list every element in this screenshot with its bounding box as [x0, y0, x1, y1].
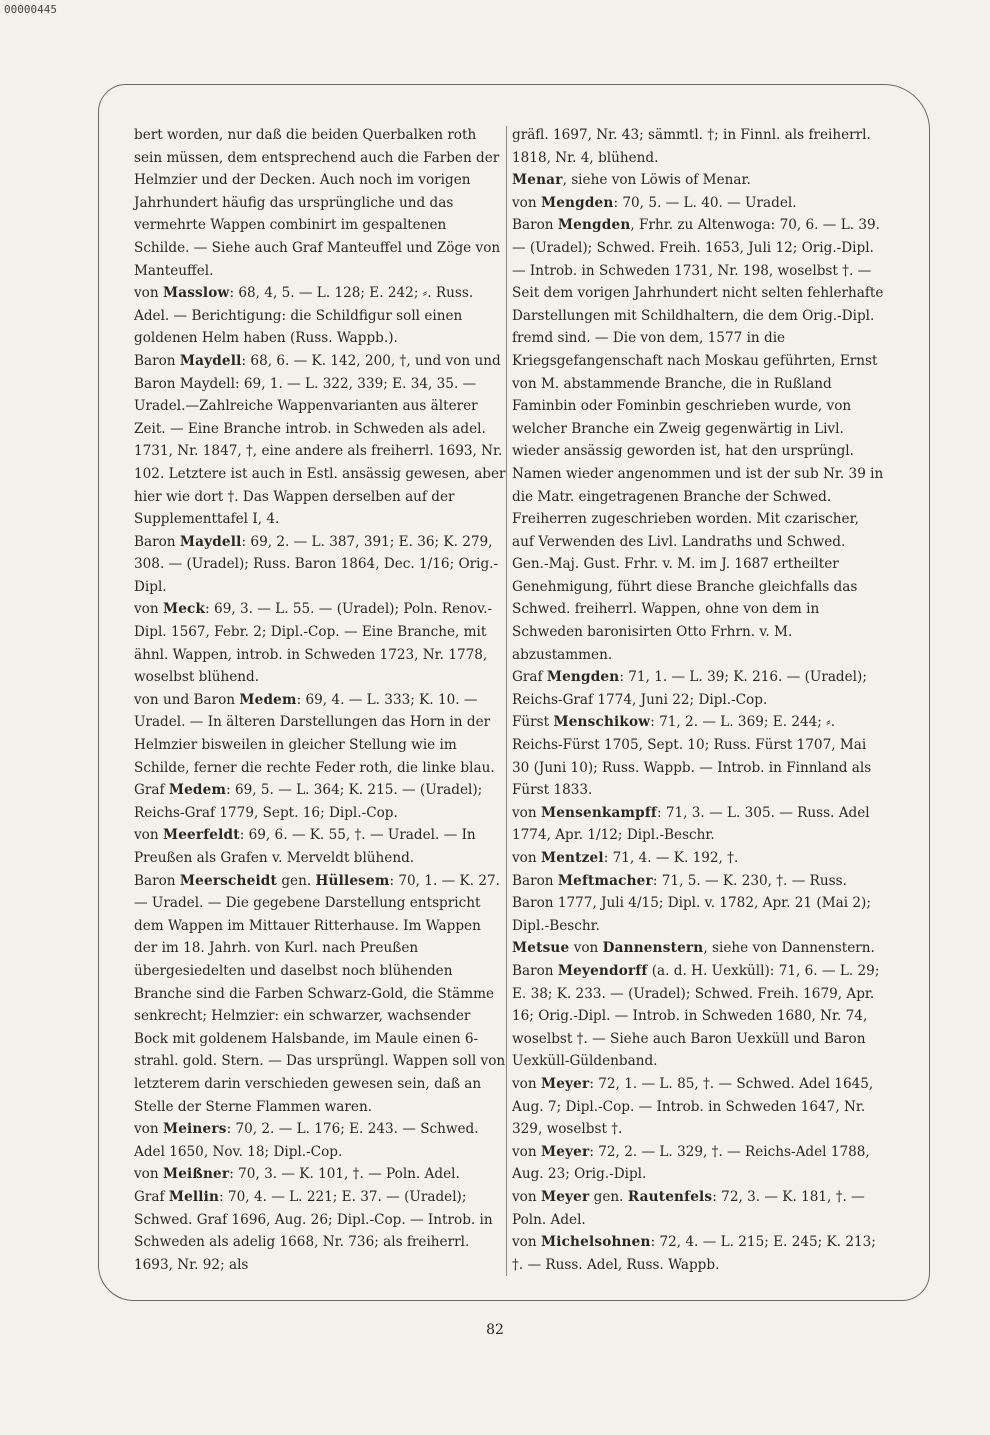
- entry-details: : 72, 4. — L. 215; E. 245; K. 213; †. — Russ. Adel, Russ. Wappb.: [512, 1234, 876, 1273]
- entry-details: : 70, 4. — L. 221; E. 37. — (Uradel); Schwed. Graf 1696, Aug. 26; Dipl.-Cop. — Introb. in Schweden als adelig 1668, Nr. 736; als freiherrl. 1693, Nr. 92; als: [134, 1188, 493, 1273]
- entry-details: : 72, 3. — K. 181, †. — Poln. Adel.: [512, 1188, 865, 1228]
- entry-name: Mensenkampff: [540, 804, 657, 821]
- entry: [512, 1186, 884, 1231]
- entry: [512, 802, 884, 847]
- entry-details: , Frhr. zu Altenwoga: 70, 6. — L. 39. — (Uradel); Schwed. Freih. 1653, Juli 12; Orig.-Dipl. — Introb. in Schweden 1731, Nr. 198, woselbst †. — Seit dem vorigen Jahrhundert nicht selten fehlerhafte Darstellungen mit Schildhaltern, die dem Orig.-Dipl. fremd sind. — Die von dem, 1577 in die Kriegsgefangenschaft nach Moskau geführten, Ernst von M. abstammende Branche, die in Rußland Faminbin oder Fominbin geschrieben wurde, von welcher Branche ein Zweig gegenwärtig in Livl. wieder ansässig geworden ist, hat den ursprüngl. Namen wieder angenommen und ist der sub Nr. 39 in die Matr. eingetragenen Branche der Schwed. Freiherren zugeschrieben worden. Mit czarischer, auf Verwenden des Livl. Landraths und Schwed. Gen.-Maj. Gust. Frhr. v. M. im J. 1687 ertheilter Genehmigung, führt diese Branche gleichfalls das Schwed. freiherrl. Wappen, ohne von dem in Schweden baronisirten Otto Frhrn. v. M. abzustammen.: [512, 217, 884, 663]
- entry-details: : 68, 4, 5. — L. 128; E. 242; ⸗. Russ. Adel. — Berichtigung: die Schildfigur soll einen goldenen Helm haben (Russ. Wappb.).: [134, 285, 474, 347]
- entry-details: : 71, 4. — K. 192, †.: [603, 850, 739, 866]
- entry-prefix: Baron: [134, 533, 176, 550]
- entry-details: , siehe von Löwis of Menar.: [562, 172, 751, 189]
- page-number: 82: [486, 1322, 504, 1338]
- entry-prefix: Graf: [134, 782, 165, 799]
- entry-prefix: von: [512, 850, 537, 866]
- entry: [134, 689, 506, 779]
- entry-connector: gen.: [277, 872, 316, 889]
- entry-name: Meyer: [540, 1075, 590, 1092]
- left-column: [134, 124, 506, 1276]
- entry-prefix: Fürst: [512, 714, 550, 731]
- entry-prefix: von: [512, 804, 537, 821]
- entry-connector: gen.: [589, 1188, 628, 1205]
- entry: [512, 192, 884, 215]
- entry: [512, 847, 884, 870]
- entry: [512, 214, 884, 666]
- entry: [512, 960, 884, 1073]
- entry-name: Mengden: [557, 217, 631, 234]
- entry-prefix: von: [512, 1143, 537, 1160]
- entry-prefix: von: [512, 1075, 537, 1092]
- entry-name: Mengden: [546, 669, 620, 686]
- entry-connector: von: [569, 940, 603, 957]
- entry-name: Mentzel: [540, 850, 604, 866]
- entry-details: : 69, 2. — L. 387, 391; E. 36; K. 279, 308. — (Uradel); Russ. Baron 1864, Dec. 1/16; Orig.-Dipl.: [134, 533, 499, 595]
- entry-name: Meftmacher: [557, 872, 653, 889]
- entry-details: : 71, 2. — L. 369; E. 244; ⸗. Reichs-Fürst 1705, Sept. 10; Russ. Fürst 1707, Mai 30 (Juni 10); Russ. Wappb. — Introb. in Finnland als Fürst 1833.: [512, 714, 872, 799]
- entry: [512, 1231, 884, 1276]
- entry-prefix: Graf: [134, 1188, 165, 1205]
- entry-details: (a. d. H. Uexküll): 71, 6. — L. 29; E. 38; K. 233. — (Uradel); Schwed. Freih. 1679, Apr. 16; Orig.-Dipl. — Introb. in Schweden 1680, Nr. 74, woselbst †. — Siehe auch Baron Uexküll und Baron Uexküll-Güldenband.: [512, 962, 880, 1070]
- entry-prefix: von und Baron: [134, 691, 236, 708]
- entry-name-secondary: Hüllesem: [315, 872, 390, 889]
- entry-prefix: Baron: [512, 872, 554, 889]
- entry-name-secondary: Rautenfels: [627, 1188, 713, 1205]
- entry-details: : 72, 1. — L. 85, †. — Schwed. Adel 1645, Aug. 7; Dipl.-Cop. — Introb. in Schweden 1647, Nr. 329, woselbst †.: [512, 1075, 874, 1138]
- entry-name: Masslow: [162, 285, 230, 302]
- entry-name: Menschikow: [553, 714, 651, 731]
- entry: [134, 1186, 506, 1276]
- entry-name-secondary: Dannenstern: [602, 940, 704, 957]
- entry: [134, 870, 506, 1119]
- entry-details: : 70, 1. — K. 27. — Uradel. — Die gegebene Darstellung entspricht dem Wappen im Mittauer Ritterhause. Im Wappen der im 18. Jahrh. von Kurl. nach Preußen übergesiedelten und daselbst noch blühenden Branche sind die Farben Schwarz-Gold, die Stämme senkrecht; Helmzier: ein schwarzer, wachsender Bock mit goldenem Halsbande, im Maule einen 6-strahl. gold. Stern. — Das ursprüngl. Wappen soll von letzterem darin verschieden gewesen sein, daß an Stelle der Sterne Flammen waren.: [134, 872, 506, 1115]
- entry: [134, 824, 506, 869]
- entry: [134, 531, 506, 599]
- entry-details: : 70, 3. — K. 101, †. — Poln. Adel.: [229, 1166, 460, 1183]
- entry-text: bert worden, nur daß die beiden Querbalken roth sein müssen, dem entsprechend auch die Farben der Helmzier und der Decken. Auch noch im vorigen Jahrhundert häufig das ursprüngliche und das vermehrte Wappen combinirt im gespaltenen Schilde. — Siehe auch Graf Manteuffel und Zöge von Manteuffel.: [134, 127, 501, 279]
- entry: [512, 124, 884, 169]
- entry-prefix: von: [134, 1166, 159, 1183]
- entry-details: , siehe von Dannenstern.: [703, 940, 875, 957]
- entry-details: : 70, 5. — L. 40. — Uradel.: [613, 194, 797, 211]
- entry-name: Meck: [162, 601, 206, 618]
- entry-details: : 71, 3. — L. 305. — Russ. Adel 1774, Apr. 1/12; Dipl.-Beschr.: [512, 804, 870, 844]
- entry: [134, 1163, 506, 1186]
- entry-details: : 69, 4. — L. 333; K. 10. — Uradel. — In älteren Darstellungen das Horn in der Helmzier bisweilen in gleicher Stellung wie im Schilde, ferner die rechte Feder roth, die linke blau.: [134, 691, 495, 776]
- entry: [512, 169, 884, 192]
- entry-name: Menar: [512, 172, 563, 189]
- entry: [134, 1118, 506, 1163]
- entry-name: Meyer: [540, 1143, 590, 1160]
- entry-details: : 69, 3. — L. 55. — (Uradel); Poln. Renov.-Dipl. 1567, Febr. 2; Dipl.-Cop. — Eine Branche, mit ähnl. Wappen, introb. in Schweden 1723, Nr. 1778, woselbst blühend.: [134, 601, 493, 686]
- entry: [512, 937, 884, 960]
- entry-details: : 72, 2. — L. 329, †. — Reichs-Adel 1788, Aug. 23; Orig.-Dipl.: [512, 1143, 870, 1183]
- entry-name: Michelsohnen: [540, 1234, 651, 1251]
- entry-prefix: von: [512, 1234, 537, 1251]
- entry-text: gräfl. 1697, Nr. 43; sämmtl. †; in Finnl. als freiherrl. 1818, Nr. 4, blühend.: [512, 127, 871, 166]
- entry-name: Meyer: [540, 1188, 590, 1205]
- entry-name: Meerscheidt: [179, 872, 277, 889]
- entry-prefix: von: [134, 285, 159, 302]
- entry-prefix: Baron: [134, 352, 176, 369]
- entry: [134, 779, 506, 824]
- entry-name: Maydell: [179, 352, 242, 369]
- entry: [512, 711, 884, 801]
- scan-id: 00000445: [4, 3, 57, 16]
- entry-name: Mellin: [168, 1188, 220, 1205]
- entry: [134, 124, 506, 282]
- entry-prefix: von: [512, 194, 537, 211]
- entry-name: Medem: [168, 782, 227, 799]
- entry-prefix: von: [134, 601, 159, 618]
- entry-prefix: von: [512, 1188, 537, 1205]
- entry-details: : 69, 5. — L. 364; K. 215. — (Uradel); Reichs-Graf 1779, Sept. 16; Dipl.-Cop.: [134, 782, 483, 821]
- entry-name: Mengden: [540, 194, 614, 211]
- entry-name: Metsue: [512, 940, 570, 957]
- entry: [134, 282, 506, 350]
- entry: [134, 598, 506, 688]
- entry-prefix: Baron: [512, 217, 554, 234]
- entry-details: : 70, 2. — L. 176; E. 243. — Schwed. Adel 1650, Nov. 18; Dipl.-Cop.: [134, 1121, 479, 1160]
- entry-name: Meiners: [162, 1121, 227, 1138]
- entry-prefix: Baron: [512, 962, 554, 979]
- entry-details: : 69, 6. — K. 55, †. — Uradel. — In Preußen als Grafen v. Merveldt blühend.: [134, 827, 476, 866]
- right-column: [512, 124, 884, 1276]
- entry: [512, 1141, 884, 1186]
- entry: [512, 870, 884, 938]
- entry-prefix: von: [134, 827, 159, 844]
- column-divider: [506, 126, 507, 1276]
- entry-name: Meißner: [162, 1166, 230, 1183]
- entry-name: Maydell: [179, 533, 242, 550]
- entry: [512, 1073, 884, 1141]
- entry-prefix: Baron: [134, 872, 176, 889]
- entry-name: Meerfeldt: [162, 827, 240, 844]
- entry-details: : 71, 1. — L. 39; K. 216. — (Uradel); Reichs-Graf 1774, Juni 22; Dipl.-Cop.: [512, 669, 867, 708]
- entry-name: Meyendorff: [557, 962, 648, 979]
- entry-details: : 68, 6. — K. 142, 200, †, und von und Baron Maydell: 69, 1. — L. 322, 339; E. 34, 35. — Uradel.—Zahlreiche Wappenvarianten aus älterer Zeit. — Eine Branche introb. in Schweden als adel. 1731, Nr. 1847, †, eine andere als freiherrl. 1693, Nr. 102. Letztere ist auch in Estl. ansässig gewesen, aber hier wie dort †. Das Wappen derselben auf der Supplementtafel I, 4.: [134, 352, 506, 528]
- entry-prefix: von: [134, 1121, 159, 1138]
- entry-details: : 71, 5. — K. 230, †. — Russ. Baron 1777, Juli 4/15; Dipl. v. 1782, Apr. 21 (Mai 2); Dipl.-Beschr.: [512, 872, 871, 934]
- entry: [134, 350, 506, 531]
- entry: [512, 666, 884, 711]
- entry-name: Medem: [239, 691, 297, 708]
- entry-prefix: Graf: [512, 669, 543, 686]
